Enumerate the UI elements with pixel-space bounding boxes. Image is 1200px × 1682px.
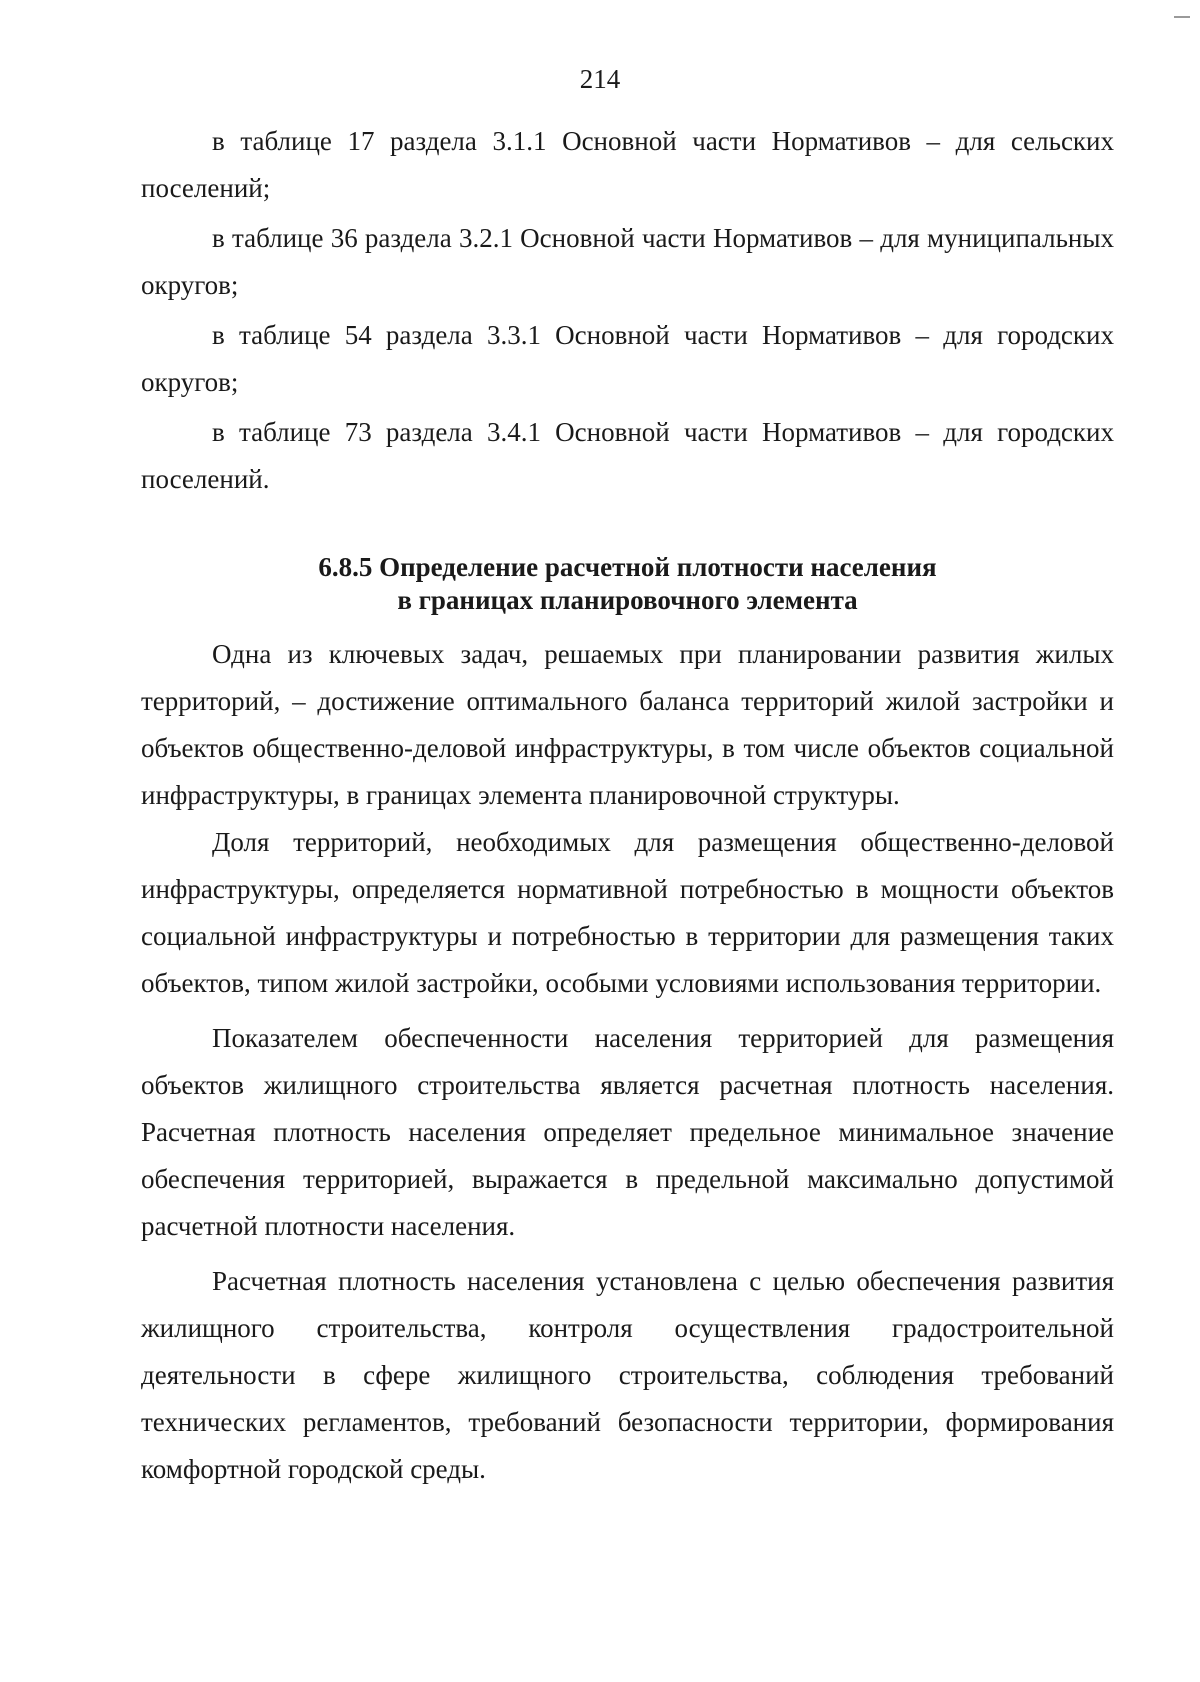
paragraph-provision-indicator: Показателем обеспеченности населения территорией для размещения объектов жилищного строительства является расчетная плотность населения. Расчетная плотность населения определяет предельное минимальное значение обеспечения территорией, выражается в предельной максимально допустимой расчетной плотности населения. [141,1023,1114,1241]
section-heading-line-2: в границах планировочного элемента [397,585,858,615]
section-heading-line-1: 6.8.5 Определение расчетной плотности населения [318,552,937,582]
list-item-table-36: в таблице 36 раздела 3.2.1 Основной части Нормативов – для муниципальных округов; [141,223,1114,300]
list-item-table-54: в таблице 54 раздела 3.3.1 Основной части Нормативов – для городских округов; [141,320,1114,397]
page-number: 214 [579,64,621,94]
section-heading [141,551,1114,617]
page-content [141,118,1114,1493]
paragraph-key-task: Одна из ключевых задач, решаемых при планировании развития жилых территорий, – достижение оптимального баланса территорий жилой застройки и объектов общественно-деловой инфраструктуры, в том числе объектов социальной инфраструктуры, в границах элемента планировочной структуры. [141,639,1114,810]
scan-mark [1174,16,1190,18]
paragraph-density-purpose: Расчетная плотность населения установлена с целью обеспечения развития жилищного строительства, контроля осуществления градостроительной деятельности в сфере жилищного строительства, соблюдения требований технических регламентов, требований безопасности территории, формирования комфортной городской среды. [141,1266,1114,1484]
list-item-table-73: в таблице 73 раздела 3.4.1 Основной части Нормативов – для городских поселений. [141,417,1114,494]
paragraph-share-of-territories: Доля территорий, необходимых для размещения общественно-деловой инфраструктуры, определяется нормативной потребностью в мощности объектов социальной инфраструктуры и потребностью в территории для размещения таких объектов, типом жилой застройки, особыми условиями использования территории. [141,827,1114,998]
list-item-table-17: в таблице 17 раздела 3.1.1 Основной части Нормативов – для сельских поселений; [141,126,1114,203]
